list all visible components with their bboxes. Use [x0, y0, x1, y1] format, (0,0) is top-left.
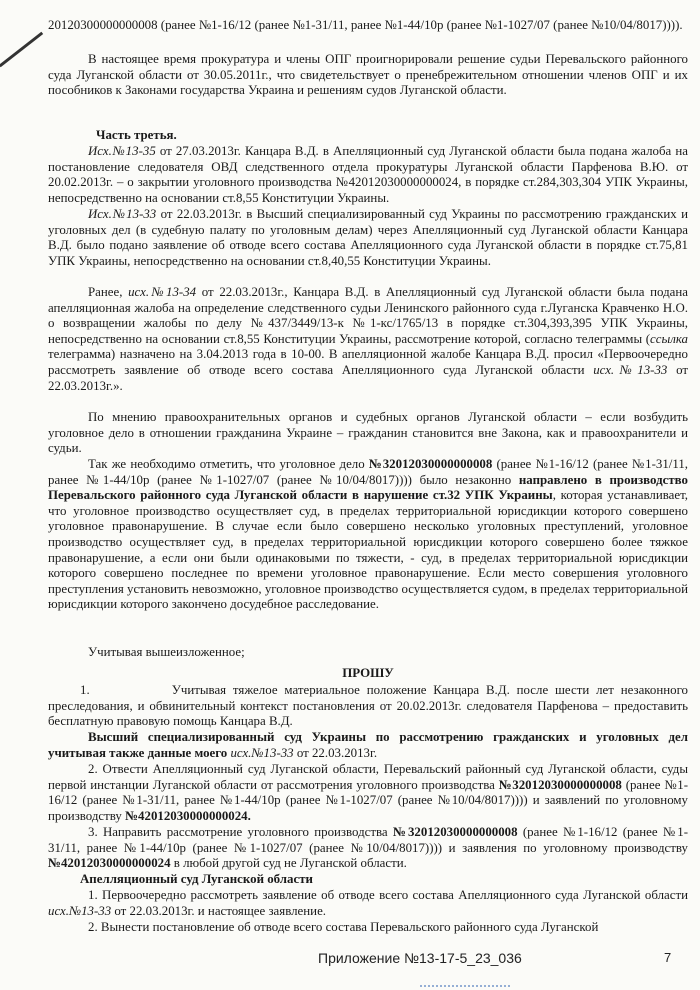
- paragraph-appeal-13-34: Ранее, исх.№13-34 от 22.03.2013г., Канцара В.Д. в Апелляционный суд Луганской области была подана апелляционная жалоба на определение следственного судьи Ленинского районного суда г.Луганска Кравченко Н.О. о возвращении жалобы по делу №437/3449/13-к №1-кс/1765/13 в порядке ст.304,393,395 УПК Украины, непосредственно на основании ст.8,55 Конституции Украины, рассмотрение которой, согласно телеграммы (ссылка телеграмма) назначено на 3.04.2013 года в 10-00. В апелляционной жалобе Канцара В.Д. просил «Первоочередно рассмотреть заявление об отводе всего состава Апелляционного суда Луганской области исх.№13-33 от 22.03.2013г.».: [48, 285, 688, 393]
- paragraph-opinion: По мнению правоохранительных органов и судебных органов Луганской области – если возбудить уголовное дело в отношении гражданина Украине – гражданин становится вне Закона, как и правоохранители и судьи.: [48, 410, 688, 456]
- request-item-3: 3. Направить рассмотрение уголовного производства №32012030000000008 (ранее №1-16/12 (ранее №1-31/11, ранее №1-44/10р (ранее №1-1027/07 (ранее №10/04/8017)))) и заявления по уголовному производству №42012030000000024 в любой другой суд не Луганской области.: [48, 825, 688, 871]
- scan-corner-mark: [0, 32, 43, 68]
- paragraph-case-jurisdiction: Так же необходимо отметить, что уголовное дело №32012030000000008 (ранее №1-16/12 (ранее №1-31/11, ранее №1-44/10р (ранее №1-1027/07 (ранее №10/04/8017)))) было незаконно направлено в производство Перевальского районного суда Луганской области в нарушение ст.32 УПК Украины, которая устанавливает, что уголовное производство осуществляет суд, в пределах территориальной юрисдикции которого совершено уголовное правонарушение. В случае если было совершено несколько уголовных преступлений, уголовное производство осуществляет суд, в пределах территориальной юрисдикции которого совершено более тяжкое правонарушение, а если они были одинаковыми по тяжести, - суд, в пределах территориальной юрисдикции которого совершено последнее по времени уголовное правонарушение. Если место совершения уголовного преступления установить невозможно, уголовное производство осуществляется судом, в пределах территориальной юрисдикции которого закончено досудебное расследование.: [48, 457, 688, 612]
- paragraph-case-numbers: ​20120300000000008 (ранее №1-16/12 (ранее №1-31/11, ранее №1-44/10р (ранее №1-1027/07 (ранее №10/04/8017)))).: [48, 18, 683, 32]
- heading-request: ПРОШУ: [342, 666, 394, 680]
- page-number: 7: [664, 950, 672, 965]
- paragraph-complaint-13-35: Исх.№13-35 от 27.03.2013г. Канцара В.Д. в Апелляционный суд Луганской области была подана жалоба на постановление следователя ОВД следственного отдела прокуратуры Луганской области Парфенова В.Ю. от 20.02.2013г. – о закрытии уголовного производства №42012030000000024, в порядке ст.284,303,304 УПК Украины, непосредственно на основании ст.8,55 Конституции Украины.: [48, 144, 688, 205]
- footer-attachment-label: Приложение №13-17-5_23_036: [318, 950, 522, 966]
- pen-marks: [420, 975, 510, 987]
- heading-appeal-court: Апелляционный суд Луганской области: [80, 872, 313, 886]
- request-item-2: 2. Отвести Апелляционный суд Луганской области, Перевальский районный суд Луганской области, суды первой инстанции Луганской области от рассмотрения уголовного производства №32012030000000008 (ранее №1-16/12 (ранее №1-31/11, ранее №1-44/10р (ранее №1-1027/07 (ранее №10/04/8017)))) и заявлений по уголовному производству №42012030000000024.: [48, 762, 688, 823]
- request-item-1: 1. Учитывая тяжелое материальное положение Канцара В.Д. после шести лет незаконного преследования, и обвинительный контекст постановления от 20.02.2013г. следователя Парфенова – предоставить бесплатную правовую помощь Канцара В.Д.: [48, 683, 688, 729]
- paragraph-considering: Учитывая вышеизложенное;: [88, 645, 245, 659]
- section-heading-part-three: Часть третья.: [96, 128, 177, 142]
- appeal-court-item-1: 1. Первоочередно рассмотреть заявление об отводе всего состава Апелляционного суда Луганской области исх.№13-33 от 22.03.2013г. и настоящее заявление.: [48, 888, 688, 918]
- paragraph-supreme-court: Высший специализированный суд Украины по рассмотрению гражданских и уголовных дел учитывая также данные моего исх.№13-33 от 22.03.2013г.: [48, 730, 688, 760]
- paragraph-prosecutor-ignored: В настоящее время прокуратура и члены ОПГ проигнорировали решение судьи Перевальского районного суда Луганской области от 30.05.2011г., что свидетельствует о пренебрежительном отношении членов ОПГ и их пособников к Законами государства Украина и решениям судов Луганской области.: [48, 52, 688, 98]
- appeal-court-item-2: 2. Вынести постановление об отводе всего состава Перевальского районного суда Луганской: [88, 920, 599, 934]
- paragraph-application-13-33: Исх.№13-33 от 22.03.2013г. в Высший специализированный суд Украины по рассмотрению гражданских и уголовных дел (в судебную палату по уголовным делам) через Апелляционный суд Луганской области Канцара В.Д. было подано заявление об отводе всего состава Апелляционного суда Луганской области в порядке ст.75,81 УПК Украины, непосредственно на основании ст.8,40,55 Конституции Украины.: [48, 207, 688, 268]
